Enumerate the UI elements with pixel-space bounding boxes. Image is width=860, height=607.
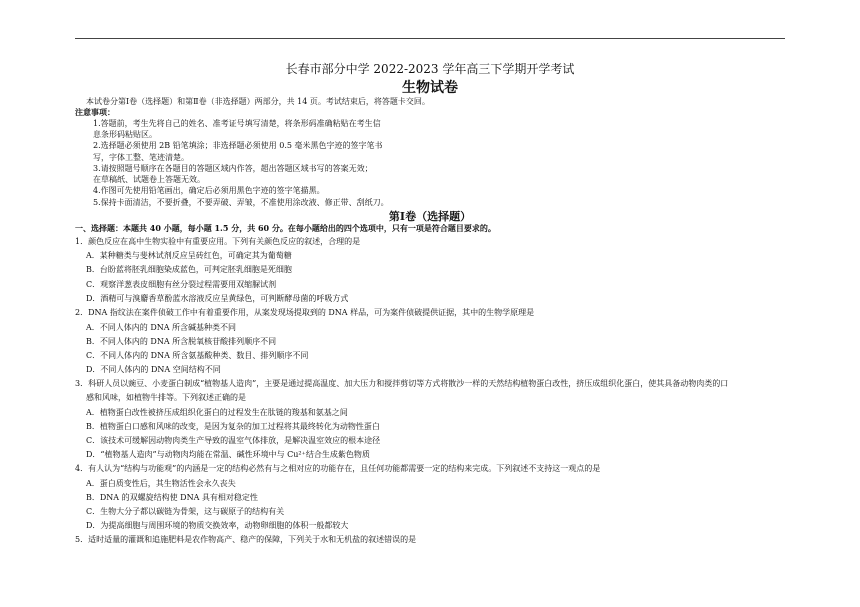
question-option: A．某种糖类与斐林试剂反应呈砖红色，可确定其为葡萄糖	[86, 251, 292, 260]
question-option: C．生物大分子都以碳链为骨架，这与碳原子的结构有关	[86, 507, 285, 516]
question-option: B．不同人体内的 DNA 所含脱氧核苷酸排列顺序不同	[86, 337, 277, 346]
notice-line: 5.保持卡面清洁，不要折叠，不要弄破、弄皱，不准使用涂改液、修正带、刮纸刀。	[93, 198, 389, 207]
question-stem: 3．科研人员以豌豆、小麦蛋白制成“植物基人造肉”，主要是通过提高温度、加大压力和搅拌剪切等方式将散沙一样的天然结构植物蛋白改性，挤压成组织化蛋白，使其具备动物肉类的口	[75, 379, 729, 388]
notice-line: 写，字体工整、笔迹清楚。	[93, 153, 189, 162]
exam-title: 长春市部分中学 2022-2023 学年高三下学期开学考试	[285, 62, 575, 76]
question-option: D．“植物基人造肉”与动物肉均能在常温、碱性环境中与 Cu²⁺结合生成紫色物质	[86, 450, 370, 459]
notice-line: 4.作图可先使用铅笔画出，确定后必须用黑色字迹的签字笔描黑。	[93, 186, 325, 195]
notice-line: 1.答题前，考生先将自己的姓名、准考证号填写清楚，将条形码准确粘贴在考生信	[93, 119, 381, 128]
question-option: C．不同人体内的 DNA 所含氨基酸种类、数目、排列顺序不同	[86, 351, 309, 360]
question-stem: 5．适时适量的灌溉和追施肥料是农作物高产、稳产的保障，下列关于水和无机盐的叙述错误的是	[75, 535, 417, 544]
question-option: D．酒精可与溴麝香草酚蓝水溶液反应呈黄绿色，可判断酵母菌的呼吸方式	[86, 294, 349, 303]
question-stem: 2．DNA 指纹法在案件侦破工作中有着重要作用，从案发现场提取到的 DNA 样品，可为案件侦破提供证据，其中的生物学原理是	[75, 308, 535, 317]
notice-label: 注意事项：	[75, 107, 115, 117]
question-option: A．蛋白质变性后，其生物活性会永久丧失	[86, 479, 236, 488]
question-option: C．该技术可缓解因动物肉类生产导致的温室气体排放，是解决温室效应的根本途径	[86, 436, 381, 445]
question-option: D．为提高细胞与周围环境的物质交换效率，动物卵细胞的体积一般都较大	[86, 521, 349, 530]
exam-subject: 生物试卷	[402, 80, 458, 96]
question-stem: 1．颜色反应在高中生物实验中有重要应用。下列有关颜色反应的叙述，合理的是	[75, 237, 361, 246]
intro-text: 本试卷分第Ⅰ卷（选择题）和第Ⅱ卷（非选择题）两部分，共 14 页。考试结束后，将答题卡交回。	[86, 97, 430, 106]
question-option: B．植物蛋白口感和风味的改变，是因为复杂的加工过程将其最终转化为动物性蛋白	[86, 422, 380, 431]
top-rule	[75, 38, 785, 39]
question-option: B．DNA 的双螺旋结构使 DNA 具有相对稳定性	[86, 493, 258, 502]
question-option: C．观察洋葱表皮细胞有丝分裂过程需要用双缩脲试剂	[86, 280, 277, 289]
notice-line: 息条形码粘贴区。	[93, 130, 157, 139]
notice-line: 在草稿纸、试题卷上答题无效。	[93, 175, 205, 184]
notice-line: 2.选择题必须使用 2B 铅笔填涂；非选择题必须使用 0.5 毫米黑色字迹的签字笔书	[93, 141, 383, 150]
question-option: A．植物蛋白改性被挤压成组织化蛋白的过程发生在肽链的羧基和氨基之间	[86, 408, 348, 417]
section-instruction: 一、选择题：本题共 40 小题，每小题 1.5 分，共 60 分。在每小题给出的四个选项中，只有一项是符合题目要求的。	[75, 223, 496, 233]
question-stem-continued: 感和风味，如植物牛排等。下列叙述正确的是	[86, 393, 246, 402]
question-option: B．台盼蓝将胚乳细胞染成蓝色，可判定胚乳细胞是死细胞	[86, 265, 292, 274]
section-title: 第Ⅰ卷（选择题）	[388, 210, 472, 223]
question-stem: 4．有人认为“结构与功能观”的内涵是一定的结构必然有与之相对应的功能存在，且任何功能都需要一定的结构来完成。下列叙述不支持这一观点的是	[75, 464, 601, 473]
question-option: A．不同人体内的 DNA 所含碱基种类不同	[86, 323, 237, 332]
notice-line: 3.请按照题号顺序在各题目的答题区域内作答，超出答题区域书写的答案无效；	[93, 164, 373, 173]
question-option: D．不同人体内的 DNA 空间结构不同	[86, 365, 221, 374]
